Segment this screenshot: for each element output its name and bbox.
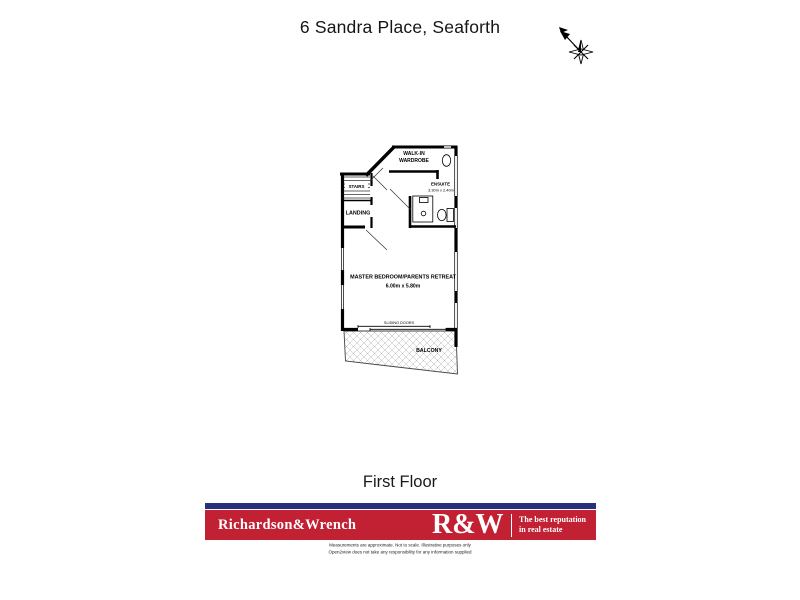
- room-label-ensuite: ENSUITE: [430, 181, 451, 187]
- compass-needle: [565, 35, 581, 52]
- floorplan: [325, 125, 475, 390]
- toilet-tank-icon: [447, 209, 454, 222]
- disclaimer-line2: Open2view does not take any responsibility for any information supplied: [328, 549, 472, 555]
- feature-label-sliding-doors: SLIDING DOORS: [383, 321, 415, 325]
- disclaimer: [0, 542, 800, 562]
- brand-wordmark: Richardson&Wrench: [218, 516, 357, 533]
- basin-icon: [442, 155, 450, 167]
- rw-logo: R&W: [431, 509, 504, 540]
- compass-north-icon: [556, 24, 598, 68]
- page-title: 6 Sandra Place, Seaforth: [299, 17, 501, 37]
- floor-label: First Floor: [362, 473, 438, 491]
- banner-separator: [511, 514, 513, 537]
- room-label-master: MASTER BEDROOM/PARENTS RETREAT: [350, 274, 456, 281]
- shower-head-icon: [420, 198, 429, 203]
- brand-tagline: [519, 515, 586, 535]
- door-swings: [366, 168, 411, 250]
- banner-red-bar: [205, 510, 596, 540]
- tagline-line1: The best reputation: [519, 515, 586, 524]
- room-dims-master: 6.00m x 5.80m: [385, 283, 421, 290]
- room-label-wir-line1: WALK-IN: [403, 151, 425, 157]
- tagline-line2: in real estate: [519, 525, 563, 534]
- brand-banner: [205, 503, 596, 540]
- room-dims-ensuite: 3.30m x 2.40m: [428, 187, 454, 193]
- room-label-balcony: BALCONY: [416, 348, 442, 354]
- room-label-wir-line2: WARDROBE: [399, 158, 429, 164]
- room-label-stairs: STAIRS: [348, 183, 365, 189]
- shower-drain-icon: [421, 211, 426, 216]
- sliding-doors-lines: [358, 325, 446, 331]
- room-label-landing: LANDING: [345, 210, 371, 217]
- toilet-icon: [438, 209, 447, 220]
- disclaimer-line1: Measurements are approximate. Not to scale. Illustrative purposes only: [329, 542, 471, 548]
